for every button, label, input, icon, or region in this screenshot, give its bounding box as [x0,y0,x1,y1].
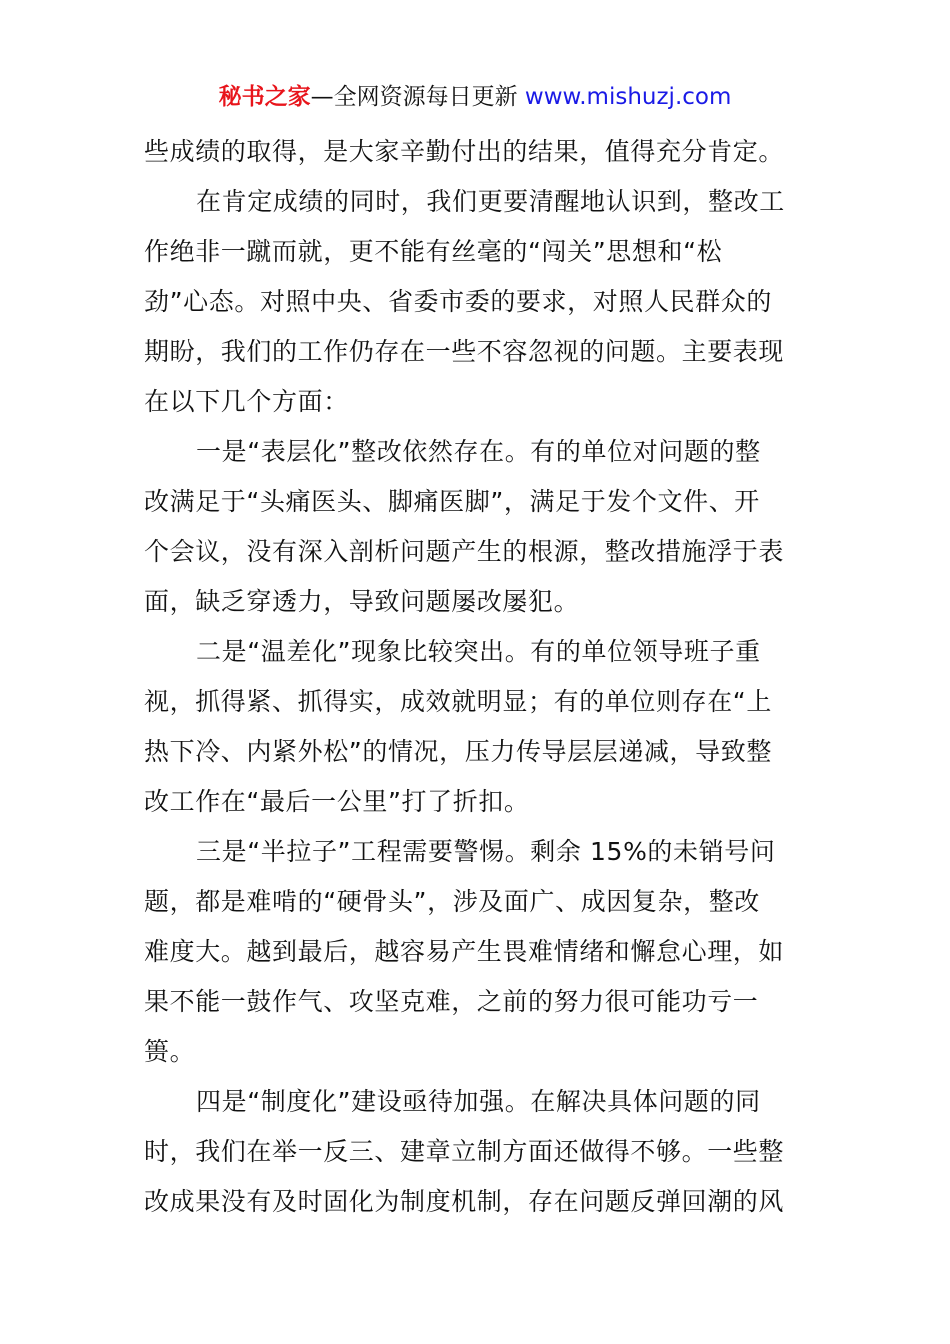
text-line: 二是“温差化”现象比较突出。有的单位领导班子重 [196,637,761,666]
text-line: 改成果没有及时固化为制度机制，存在问题反弹回潮的风 [144,1187,785,1216]
text-line: 改满足于“头痛医头、脚痛医脚”，满足于发个文件、开 [144,487,760,516]
text-line: 四是“制度化”建设亟待加强。在解决具体问题的同 [196,1087,761,1116]
text-line: 时，我们在举一反三、建章立制方面还做得不够。一些整 [144,1137,785,1166]
site-tagline: —全网资源每日更新 [310,84,518,110]
document-body [144,127,808,1227]
text-line: 期盼，我们的工作仍存在一些不容忽视的问题。主要表现 [144,337,785,366]
text-line: 在肯定成绩的同时，我们更要清醒地认识到，整改工 [196,187,785,216]
site-brand: 秘书之家 [218,84,311,110]
text-line: 难度大。越到最后，越容易产生畏难情绪和懈怠心理，如 [144,937,785,966]
text-line: 篑。 [144,1037,196,1066]
text-line: 改工作在“最后一公里”打了折扣。 [144,787,530,816]
text-line: 果不能一鼓作气、攻坚克难，之前的努力很可能功亏一 [144,987,759,1016]
site-url[interactable]: www.mishuzj.com [524,84,732,110]
text-line: 视，抓得紧、抓得实，成效就明显；有的单位则存在“上 [144,687,772,716]
text-line: 些成绩的取得，是大家辛勤付出的结果，值得充分肯定。 [144,137,785,166]
text-line: 三是“半拉子”工程需要警惕。剩余 15%的未销号问 [196,837,776,866]
text-line: 作绝非一蹴而就，更不能有丝毫的“闯关”思想和“松 [144,237,723,266]
text-line: 题，都是难啃的“硬骨头”，涉及面广、成因复杂，整改 [144,887,760,916]
text-line: 一是“表层化”整改依然存在。有的单位对问题的整 [196,437,761,466]
text-line: 热下冷、内紧外松”的情况，压力传导层层递减，导致整 [144,737,772,766]
text-line: 在以下几个方面： [144,387,349,416]
page-header [0,80,950,114]
text-line: 劲”心态。对照中央、省委市委的要求，对照人民群众的 [144,287,772,316]
text-line: 面，缺乏穿透力，导致问题屡改屡犯。 [144,587,580,616]
text-line: 个会议，没有深入剖析问题产生的根源，整改措施浮于表 [144,537,785,566]
